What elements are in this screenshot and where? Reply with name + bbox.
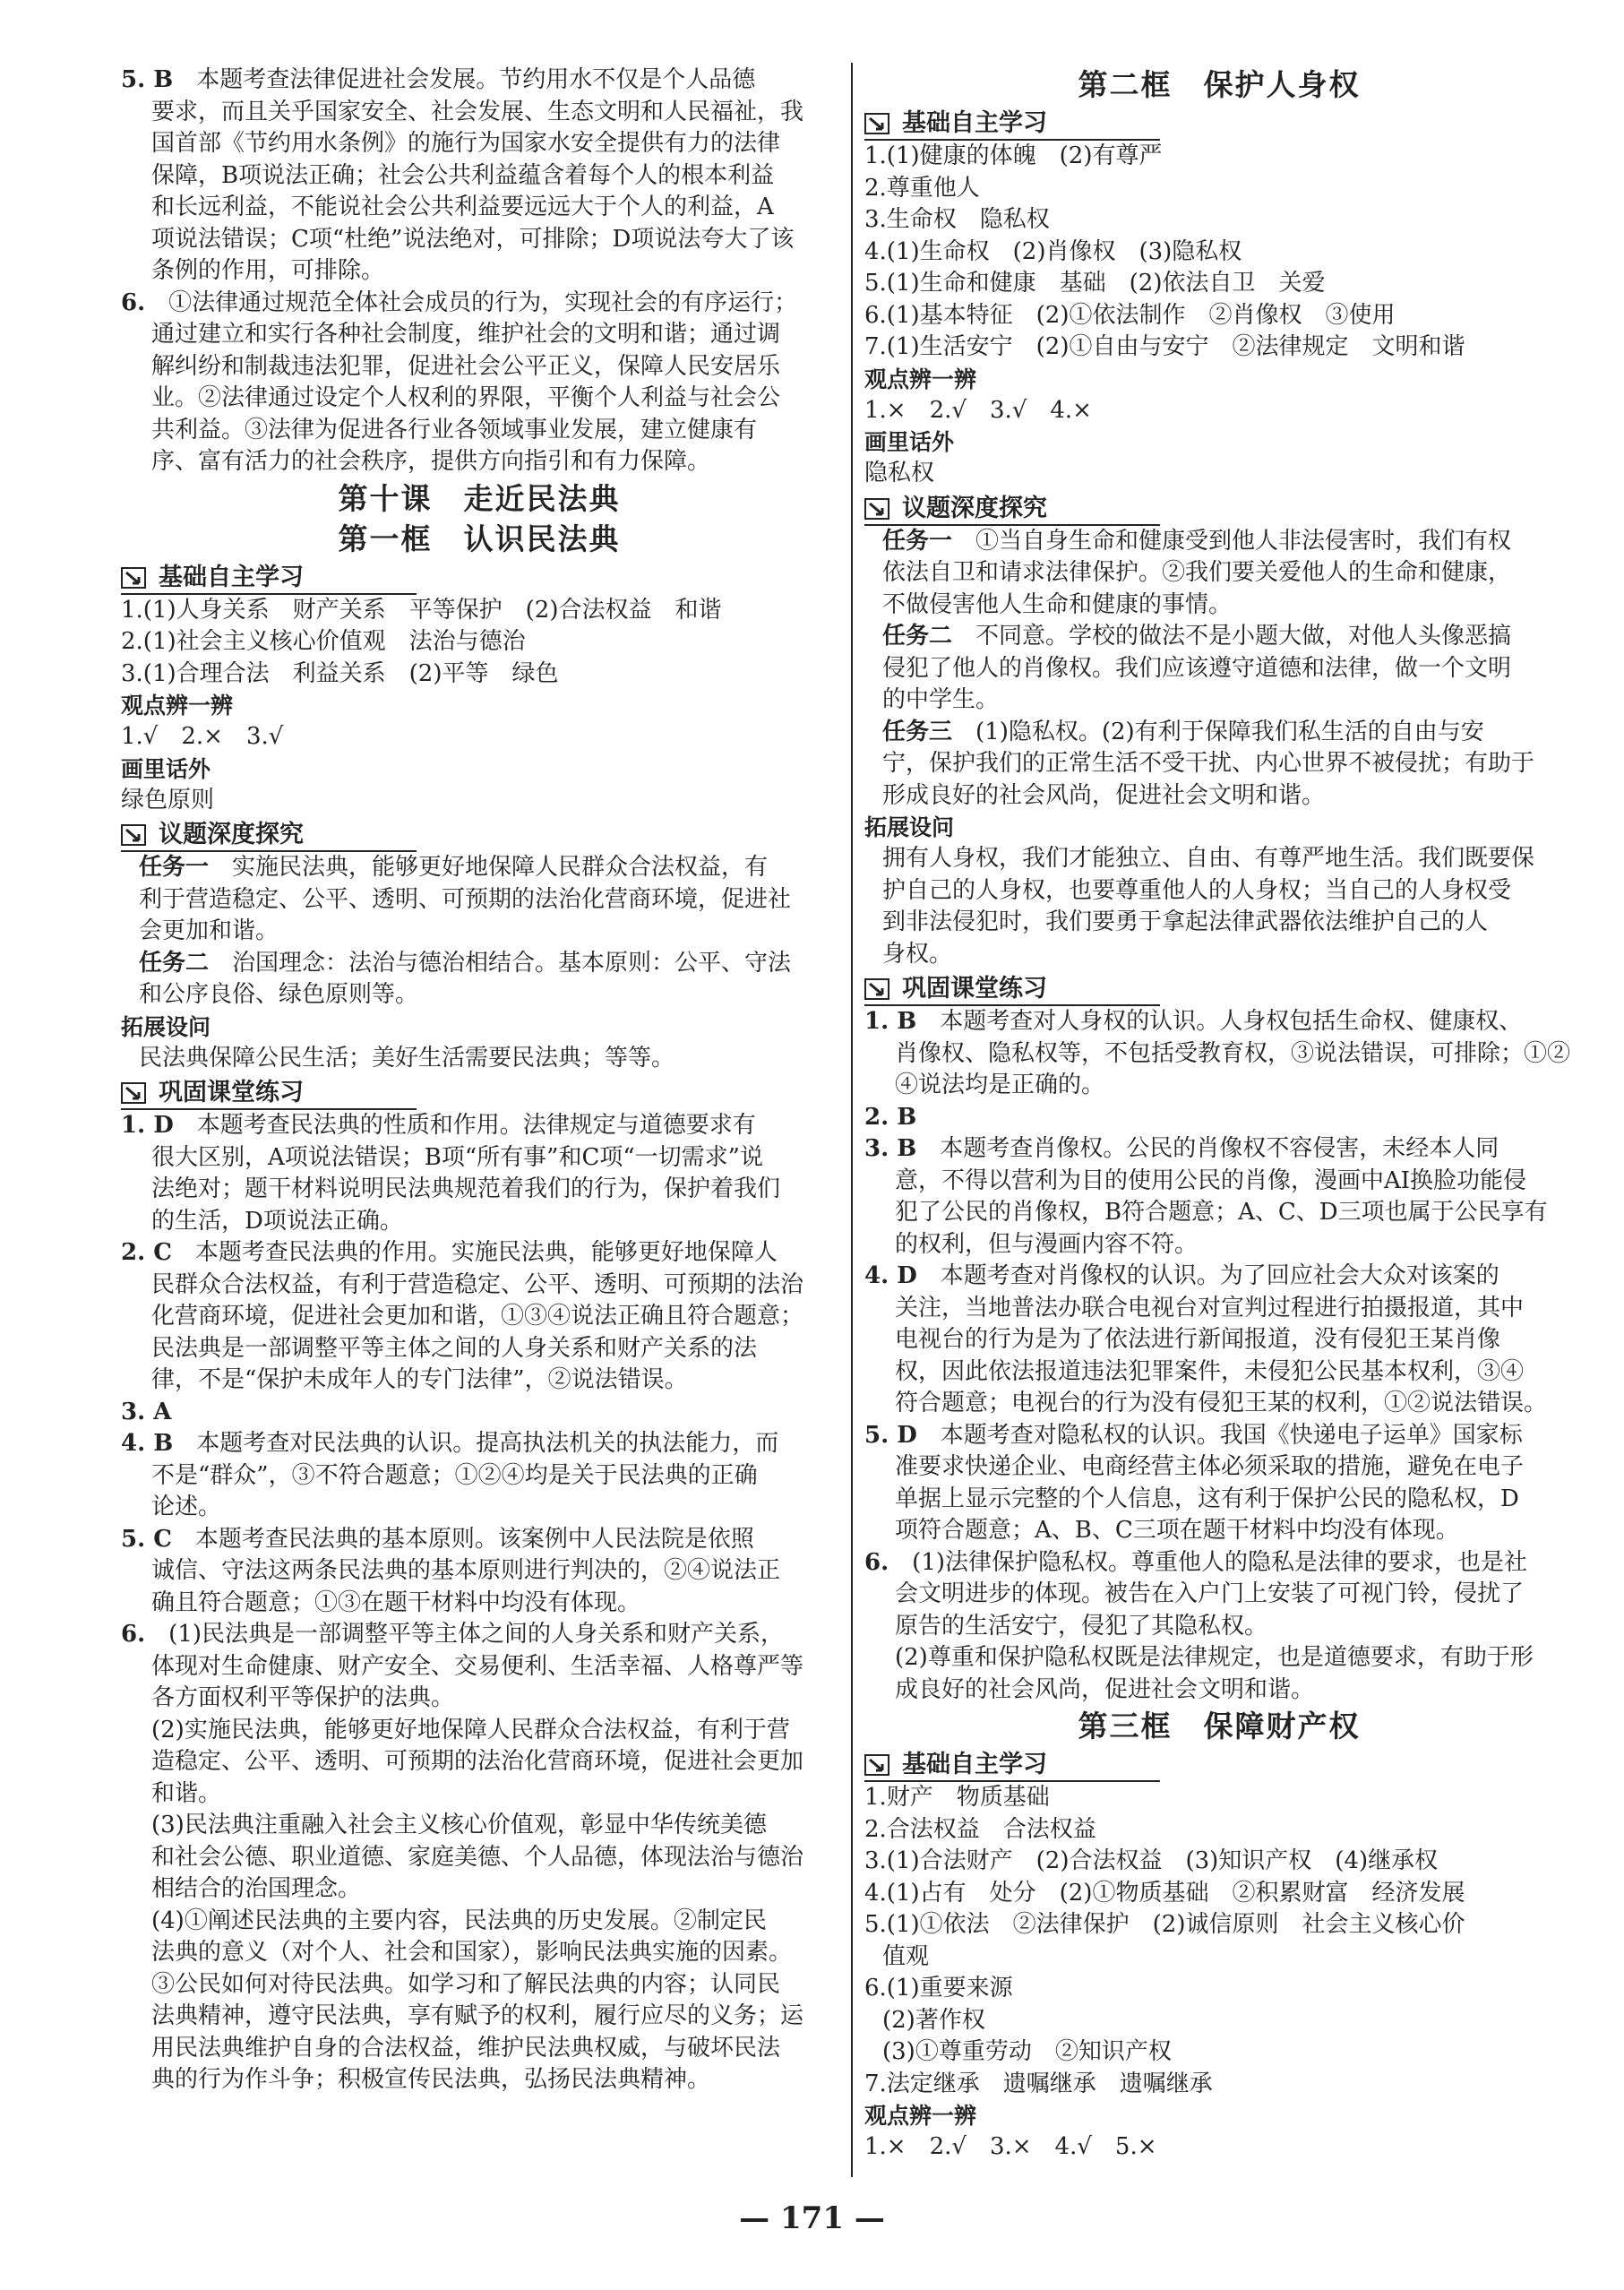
section-header — [864, 972, 1574, 1006]
answer-text: 本题考查对肖像权的认识。为了回应社会大众对该案的 — [940, 1262, 1499, 1289]
text-line: 3.(1)合法财产 (2)合法权益 (3)知识产权 (4)继承权 — [864, 1847, 1439, 1874]
section-header-wrap — [121, 1076, 425, 1110]
section-mark-icon — [864, 113, 889, 134]
indented-line: 会更加和谐。 — [139, 917, 279, 944]
answer-continuation: 相结合的治国理念。 — [151, 1875, 362, 1902]
text-line: 5.(1)①依法 ②法律保护 (2)诚信原则 社会主义核心价 — [864, 1911, 1465, 1938]
indented-line: 到非法侵犯时，我们要勇于拿起法律武器依法维护自己的人 — [882, 908, 1489, 935]
answer-number: 6. — [121, 1621, 146, 1648]
frame-title: 第一框 认识民法典 — [338, 521, 621, 556]
section-mark-icon — [864, 498, 889, 520]
spacer — [916, 1135, 940, 1162]
section-title: 巩固课堂练习 — [902, 975, 1047, 1003]
spacer — [917, 1422, 941, 1449]
answer-continuation: 要求，而且关乎国家安全、社会发展、生态文明和人民福祉，我 — [151, 98, 804, 125]
answer-continuation: 单据上显示完整的个人信息，这有利于保护公民的隐私权，D — [895, 1485, 1519, 1512]
spacer — [209, 950, 232, 977]
task-item — [864, 621, 1574, 653]
indented-line: (3)①尊重劳动 ②知识产权 — [882, 2038, 1172, 2065]
indented-line: 身权。 — [882, 940, 953, 968]
answer-continuation: 序、富有活力的社会秩序，提供方向指引和有力保障。 — [151, 448, 711, 475]
answer-continuation: (2)实施民法典，能够更好地保障人民群众合法权益，有利于营 — [151, 1716, 790, 1743]
answer-continuation: 国首部《节约用水条例》的施行为国家水安全提供有力的法律 — [151, 130, 781, 157]
text-line: 1.(1)人身关系 财产关系 平等保护 (2)合法权益 和谐 — [121, 596, 722, 624]
task-item — [864, 526, 1574, 558]
subheading: 观点辨一辨 — [121, 693, 234, 719]
answer-number: 5. B — [121, 66, 174, 93]
answer-continuation: 不是“群众”，③不符合题意；①②④均是关于民法典的正确 — [151, 1461, 758, 1489]
answer-continuation: 的权利，但与漫画内容不符。 — [895, 1230, 1199, 1258]
section-header-wrap — [864, 972, 1169, 1006]
answer-item — [864, 1102, 1574, 1134]
spacer — [171, 1399, 194, 1425]
answer-continuation: 造稳定、公平、透明、可预期的法治化营商环境，促进社会更加 — [151, 1748, 804, 1775]
subheading: 画里话外 — [121, 755, 211, 782]
text-line: 1.(1)健康的体魄 (2)有尊严 — [864, 142, 1163, 169]
task-item — [121, 948, 838, 980]
answer-continuation: 成良好的社会风尚，促进社会文明和谐。 — [895, 1675, 1315, 1703]
text-line: 2.合法权益 合法权益 — [864, 1815, 1096, 1843]
task-text: 治国理念：法治与德治相结合。基本原则：公平、守法 — [232, 949, 792, 977]
answer-number: 3. A — [121, 1398, 172, 1425]
answer-item — [121, 65, 838, 97]
answer-continuation: 民法典是一部调整平等主体之间的人身关系和财产关系的法 — [151, 1334, 758, 1362]
spacer — [172, 1239, 195, 1266]
section-mark-icon — [121, 567, 146, 589]
spacer — [916, 1008, 940, 1035]
answer-continuation: 犯了公民的肖像权，B符合题意；A、C、D三项也属于公民享有 — [895, 1199, 1548, 1226]
section-title: 巩固课堂练习 — [159, 1079, 304, 1106]
section-underline — [864, 524, 1160, 526]
answer-item — [864, 1133, 1574, 1166]
answer-continuation: 肖像权、隐私权等，不包括受教育权，③说法错误，可排除；①② — [895, 1039, 1571, 1067]
left-column — [121, 65, 838, 2096]
task-text: (1)隐私权。(2)有利于保障我们私生活的自由与安 — [975, 718, 1484, 745]
section-mark-icon — [121, 824, 146, 846]
task-label: 任务三 — [882, 718, 953, 745]
section-title: 基础自主学习 — [159, 563, 304, 591]
spacer — [917, 1262, 941, 1289]
answer-item — [121, 1237, 838, 1270]
section-title: 议题深度探究 — [159, 821, 304, 848]
answer-continuation: 各方面权利平等保护的法典。 — [151, 1684, 455, 1711]
answer-continuation: (4)①阐述民法典的主要内容，民法典的历史发展。②制定民 — [151, 1907, 767, 1934]
text-line: 2.尊重他人 — [864, 174, 980, 202]
section-underline — [121, 1108, 417, 1110]
spacer — [209, 854, 232, 881]
answer-continuation: 保障，B项说法正确；社会公共利益蕴含着每个人的根本利益 — [151, 161, 775, 189]
task-label: 任务一 — [139, 854, 210, 881]
indented-line: 和公序良俗、绿色原则等。 — [139, 981, 419, 1008]
text-line: 7.(1)生活安宁 (2)①自由与安宁 ②法律规定 文明和谐 — [864, 333, 1465, 360]
answer-continuation: 论述。 — [151, 1494, 222, 1520]
answer-continuation: 民群众合法权益，有利于营造稳定、公平、透明、可预期的法治 — [151, 1270, 804, 1298]
spacer — [952, 719, 975, 745]
section-underline — [864, 1004, 1160, 1006]
task-text: 不同意。学校的做法不是小题大做，对他人头像恶搞 — [975, 623, 1512, 650]
subheading: 观点辨一辨 — [864, 366, 977, 392]
indented-line: 不做侵害他人生命和健康的事情。 — [882, 590, 1233, 618]
column-divider — [851, 63, 853, 2177]
answer-continuation: 解纠纷和制裁违法犯罪，促进社会公平正义，保障人民安居乐 — [151, 352, 781, 380]
spacer — [174, 1112, 197, 1139]
spacer — [916, 1104, 940, 1131]
indented-line: 侵犯了他人的肖像权。我们应该遵守道德和法律，做一个文明 — [882, 654, 1512, 682]
section-underline — [121, 593, 417, 595]
indented-line: 的中学生。 — [882, 686, 1000, 713]
section-mark-icon — [121, 1082, 146, 1104]
answer-continuation: 原告的生活安宁，侵犯了其隐私权。 — [895, 1612, 1268, 1640]
spacer — [172, 1526, 195, 1553]
spacer — [145, 1621, 168, 1648]
answer-number: 2. B — [864, 1103, 917, 1131]
answer-continuation: 符合题意；电视台的行为没有侵犯王某的权利，①②说法错误。 — [895, 1390, 1548, 1416]
indented-line: 形成良好的社会风尚，促进社会文明和谐。 — [882, 781, 1326, 809]
answer-number: 4. D — [864, 1262, 917, 1289]
indented-line: 依法自卫和请求法律保护。②我们要关爱他人的生命和健康， — [882, 559, 1512, 586]
answer-continuation: 确且符合题意；①③在题干材料中均没有体现。 — [151, 1588, 641, 1616]
answer-continuation: 法典精神，遵守民法典，享有赋予的权利，履行应尽的义务；运 — [151, 2002, 804, 2029]
text-line: 2.(1)社会主义核心价值观 法治与德治 — [121, 628, 526, 655]
answer-text: ①法律通过规范全体社会成员的行为，实现社会的有序运行； — [168, 288, 798, 316]
right-column — [864, 65, 1574, 2164]
answer-item — [864, 1547, 1574, 1580]
answer-continuation: (3)民法典注重融入社会主义核心价值观，彰显中华传统美德 — [151, 1812, 767, 1838]
answer-continuation: (2)尊重和保护隐私权既是法律规定，也是道德要求，有助于形 — [895, 1644, 1534, 1671]
text-line: 1.√ 2.× 3.√ — [121, 723, 284, 750]
section-header — [864, 107, 1574, 141]
section-header-wrap — [121, 818, 425, 852]
answer-text: 本题考查民法典的作用。实施民法典，能够更好地保障人 — [194, 1239, 778, 1266]
section-header — [864, 1748, 1574, 1782]
task-label: 任务一 — [882, 527, 953, 555]
answer-number: 5. C — [121, 1525, 172, 1553]
indented-line: 民法典保障公民生活；美好生活需要民法典；等等。 — [139, 1044, 675, 1072]
indented-line: (2)著作权 — [882, 2006, 985, 2034]
answer-continuation: 法绝对；题干材料说明民法典规范着我们的行为，保护着我们 — [151, 1175, 781, 1202]
section-header — [121, 818, 838, 852]
answer-text: 本题考查民法典的性质和作用。法律规定与道德要求有 — [196, 1112, 756, 1139]
text-line: 3.(1)合理合法 利益关系 (2)平等 绿色 — [121, 659, 559, 687]
subheading: 拓展设问 — [121, 1013, 211, 1040]
answer-text: 本题考查法律促进社会发展。节约用水不仅是个人品德 — [196, 66, 756, 93]
answer-item — [121, 1619, 838, 1651]
section-underline — [121, 850, 417, 852]
section-title: 议题深度探究 — [902, 494, 1047, 522]
section-mark-icon — [864, 1754, 889, 1776]
answer-text: 本题考查对民法典的认识。提高执法机关的执法能力，而 — [196, 1430, 779, 1457]
answer-text: 本题考查对人身权的认识。人身权包括生命权、健康权、 — [940, 1008, 1523, 1035]
subheading: 拓展设问 — [864, 814, 955, 840]
answer-continuation: 电视台的行为是为了依法进行新闻报道，没有侵犯王某肖像 — [895, 1326, 1501, 1353]
answer-item — [864, 1261, 1574, 1293]
text-line: 6.(1)基本特征 (2)①依法制作 ②肖像权 ③使用 — [864, 301, 1396, 329]
text-line: 5.(1)生命和健康 基础 (2)依法自卫 关爱 — [864, 270, 1326, 297]
section-header-wrap — [864, 492, 1169, 526]
answer-number: 3. B — [864, 1135, 917, 1162]
answer-item — [864, 1006, 1574, 1038]
answer-number: 1. B — [864, 1008, 917, 1035]
spacer — [173, 66, 196, 93]
section-header — [864, 492, 1574, 526]
answer-text: 本题考查民法典的基本原则。该案例中人民法院是依照 — [194, 1525, 754, 1553]
section-underline — [864, 1780, 1160, 1782]
answer-continuation: 会文明进步的体现。被告在入户门上安装了可视门铃，侵扰了 — [895, 1580, 1525, 1607]
answer-number: 6. — [121, 288, 146, 316]
frame-title: 第二框 保护人身权 — [1078, 67, 1361, 102]
answer-continuation: 准要求快递企业、电商经营主体必须采取的措施，避免在电子 — [895, 1453, 1525, 1480]
answer-continuation: 通过建立和实行各种社会制度，维护社会的文明和谐；通过调 — [151, 321, 781, 348]
subheading: 画里话外 — [864, 429, 955, 455]
indented-line: 值观 — [882, 1942, 930, 1970]
answer-continuation: 的生活，D项说法正确。 — [151, 1207, 403, 1235]
answer-item — [121, 1397, 838, 1429]
page-number: — 171 — — [739, 2200, 885, 2236]
answer-number: 5. D — [864, 1421, 917, 1449]
answer-continuation: 共利益。③法律为促进各行业各领域事业发展，建立健康有 — [151, 416, 758, 443]
section-title: 基础自主学习 — [902, 1751, 1047, 1778]
text-line: 1.× 2.√ 3.× 4.√ 5.× — [864, 2133, 1157, 2160]
answer-continuation: 诚信、守法这两条民法典的基本原则进行判决的，②④说法正 — [151, 1557, 781, 1584]
answer-continuation: 业。②法律通过设定个人权利的界限，平衡个人利益与社会公 — [151, 384, 781, 411]
indented-line: 宁，保护我们的正常生活不受干扰、内心世界不被侵扰；有助于 — [882, 750, 1535, 777]
answer-continuation: 项说法错误；C项“杜绝”说法绝对，可排除；D项说法夸大了该 — [151, 225, 795, 253]
task-item — [121, 852, 838, 884]
answer-continuation: 项符合题意；A、B、C三项在题干材料中均没有体现。 — [895, 1517, 1459, 1544]
text-line: 4.(1)占有 处分 (2)①物质基础 ②积累财富 经济发展 — [864, 1879, 1465, 1907]
section-header-wrap — [864, 1748, 1169, 1782]
section-title: 基础自主学习 — [902, 109, 1047, 137]
section-underline — [864, 139, 1160, 141]
answer-number: 1. D — [121, 1112, 174, 1139]
answer-number: 4. B — [121, 1430, 174, 1457]
task-item — [864, 717, 1574, 749]
frame-title: 第三框 保障财产权 — [1078, 1709, 1361, 1743]
answer-continuation: 典的行为作斗争；积极宣传民法典，弘扬民法典精神。 — [151, 2066, 711, 2093]
section-mark-icon — [864, 978, 889, 1000]
answer-continuation: 和长远利益，不能说社会公共利益要远远大于个人的利益，A — [151, 194, 774, 220]
answer-item — [121, 1524, 838, 1556]
text-line: 1.× 2.√ 3.√ 4.× — [864, 396, 1092, 424]
text-line: 1.财产 物质基础 — [864, 1784, 1050, 1811]
spacer — [145, 289, 168, 316]
text-line: 隐私权 — [864, 460, 935, 486]
subheading: 观点辨一辨 — [864, 2103, 977, 2129]
answer-item — [121, 288, 838, 320]
answer-continuation: 和谐。 — [151, 1779, 222, 1807]
answer-continuation: 化营商环境，促进社会更加和谐，①③④说法正确且符合题意； — [151, 1303, 804, 1330]
lesson-title: 第十课 走近民法典 — [338, 480, 621, 516]
answer-number: 6. — [864, 1548, 889, 1576]
answer-continuation: 很大区别，A项说法错误；B项“所有事”和C项“一切需求”说 — [151, 1143, 763, 1171]
indented-line: 拥有人身权，我们才能独立、自由、有尊严地生活。我们既要保 — [882, 845, 1535, 872]
task-label: 任务二 — [882, 623, 953, 650]
answer-item — [121, 1110, 838, 1142]
answer-continuation: 体现对生命健康、财产安全、交易便利、生活幸福、人格尊严等 — [151, 1652, 804, 1680]
task-text: ①当自身生命和健康受到他人非法侵害时，我们有权 — [975, 527, 1512, 555]
text-line: 7.法定继承 遗嘱继承 遗嘱继承 — [864, 2070, 1213, 2097]
task-label: 任务二 — [139, 949, 210, 977]
answer-text: 本题考查肖像权。公民的肖像权不容侵害，未经本人同 — [940, 1135, 1499, 1162]
answer-continuation: 法典的意义（对个人、社会和国家），影响民法典实施的因素。 — [151, 1939, 793, 1966]
spacer — [952, 623, 975, 650]
section-header — [121, 561, 838, 595]
indented-line: 护自己的人身权，也要尊重他人的人身权；当自己的人身权受 — [882, 876, 1512, 904]
answer-continuation: 律，不是“保护未成年人的专门法律”，②说法错误。 — [151, 1366, 688, 1393]
answer-item — [121, 1428, 838, 1460]
section-header — [121, 1076, 838, 1110]
answer-continuation: 权，因此依法报道违法犯罪案件，未侵犯公民基本权利，③④ — [895, 1357, 1525, 1385]
answer-continuation: ④说法均是正确的。 — [895, 1072, 1105, 1098]
text-line: 绿色原则 — [121, 786, 215, 814]
text-line: 6.(1)重要来源 — [864, 1975, 1013, 2002]
answer-text: 本题考查对隐私权的认识。我国《快递电子运单》国家标 — [940, 1421, 1523, 1449]
answer-continuation: 意，不得以营利为目的使用公民的肖像，漫画中AI换脸功能侵 — [895, 1167, 1527, 1194]
answer-text: (1)法律保护隐私权。尊重他人的隐私是法律的要求，也是社 — [912, 1548, 1528, 1576]
section-header-wrap — [864, 107, 1169, 141]
answer-text: (1)民法典是一部调整平等主体之间的人身关系和财产关系， — [168, 1621, 785, 1648]
indented-line: 利于营造稳定、公平、透明、可预期的法治化营商环境，促进社 — [139, 885, 792, 913]
answer-continuation: 用民法典维护自身的合法权益，维护民法典权威，与破坏民法 — [151, 2034, 781, 2062]
spacer — [952, 528, 975, 555]
spacer — [889, 1549, 912, 1576]
answer-continuation: 和社会公德、职业道德、家庭美德、个人品德，体现法治与德治 — [151, 1843, 804, 1871]
answer-number: 2. C — [121, 1239, 172, 1266]
section-header-wrap — [121, 561, 425, 595]
answer-continuation: ③公民如何对待民法典。如学习和了解民法典的内容；认同民 — [151, 1970, 781, 1998]
spacer — [173, 1430, 196, 1457]
text-line: 3.生命权 隐私权 — [864, 206, 1050, 233]
task-text: 实施民法典，能够更好地保障人民群众合法权益，有 — [232, 854, 769, 881]
answer-continuation: 关注，当地普法办联合电视台对宣判过程进行拍摄报道，其中 — [895, 1294, 1525, 1321]
text-line: 4.(1)生命权 (2)肖像权 (3)隐私权 — [864, 237, 1242, 265]
answer-item — [864, 1420, 1574, 1452]
answer-continuation: 条例的作用，可排除。 — [151, 257, 385, 284]
